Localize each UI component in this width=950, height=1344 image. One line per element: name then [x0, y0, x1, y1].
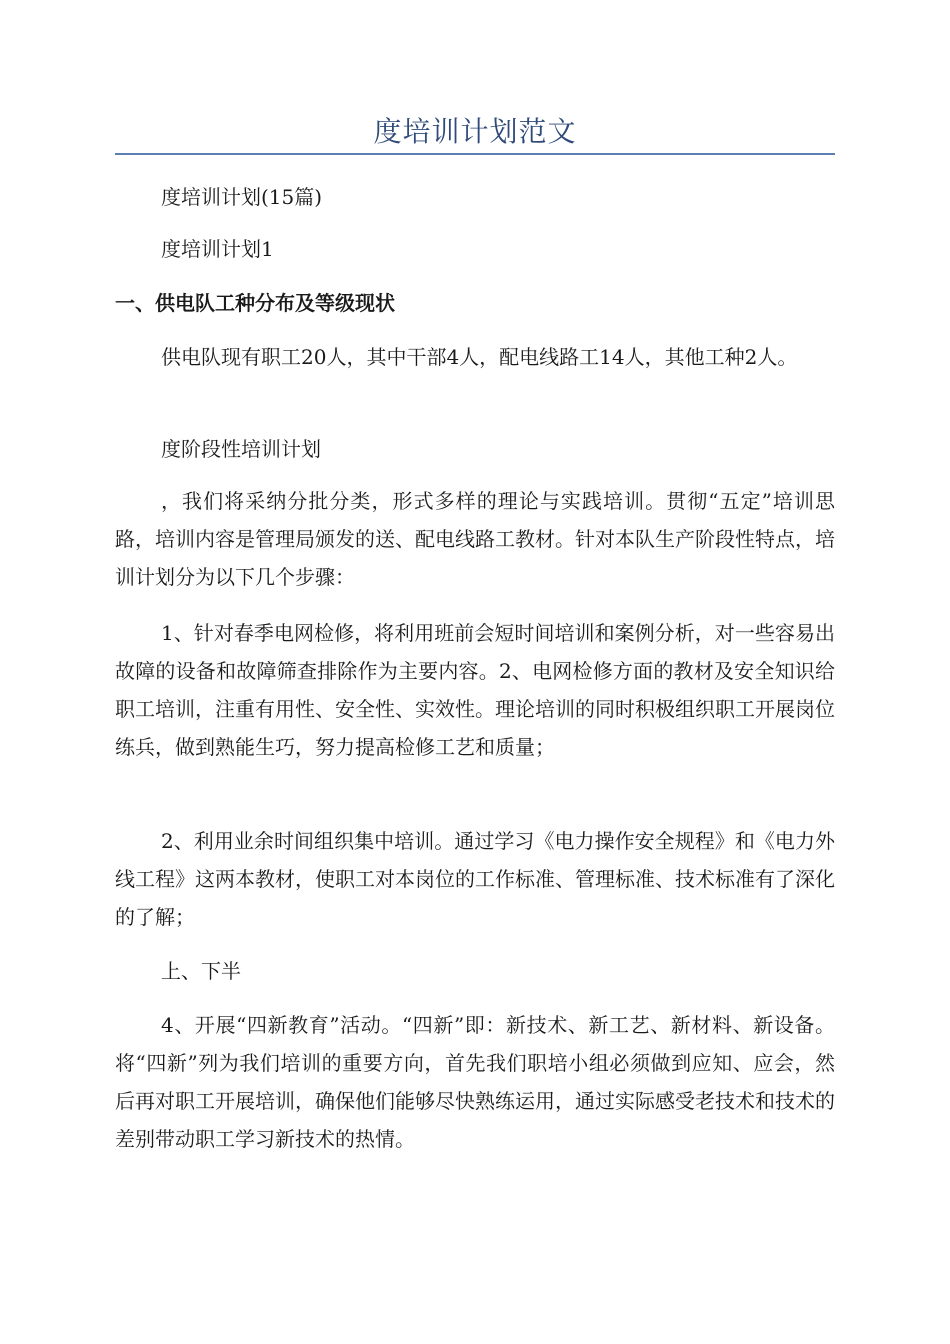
paragraph-step-1: 1、针对春季电网检修，将利用班前会短时间培训和案例分析，对一些容易出故障的设备和故障筛查排除作为主要内容。2、电网检修方面的教材及安全知识给职工培训，注重有用性、安全性、实效性。理论培训的同时积极组织职工开展岗位练兵，做到熟能生巧，努力提高检修工艺和质量； — [115, 621, 835, 759]
paragraph-plan-number: 度培训计划1 — [161, 237, 274, 261]
document-title: 度培训计划范文 — [373, 115, 577, 148]
section-heading: 一、供电队工种分布及等级现状 — [115, 291, 395, 315]
paragraph-training-approach: ，我们将采纳分批分类，形式多样的理论与实践培训。贯彻“五定”培训思路，培训内容是管理局颁发的送、配电线路工教材。针对本队生产阶段性特点，培训计划分为以下几个步骤： — [115, 489, 835, 589]
paragraph-staff-status: 供电队现有职工20人，其中干部4人，配电线路工14人，其他工种2人。 — [161, 345, 798, 369]
paragraph-subtitle: 度培训计划(15篇) — [161, 185, 323, 209]
paragraph-step-4: 4、开展“四新教育”活动。“四新”即：新技术、新工艺、新材料、新设备。将“四新”列为我们培训的重要方向，首先我们职培小组必须做到应知、应会，然后再对职工开展培训，确保他们能够尽快熟练运用，通过实际感受老技术和技术的差别带动职工学习新技术的热情。 — [115, 1013, 835, 1151]
paragraph-stage-plan: 度阶段性培训计划 — [161, 437, 321, 461]
paragraph-step-2: 2、利用业余时间组织集中培训。通过学习《电力操作安全规程》和《电力外线工程》这两本教材，使职工对本岗位的工作标准、管理标准、技术标准有了深化的了解； — [115, 829, 835, 929]
paragraph-half-year: 上、下半 — [161, 959, 241, 983]
title-underline — [115, 153, 835, 155]
